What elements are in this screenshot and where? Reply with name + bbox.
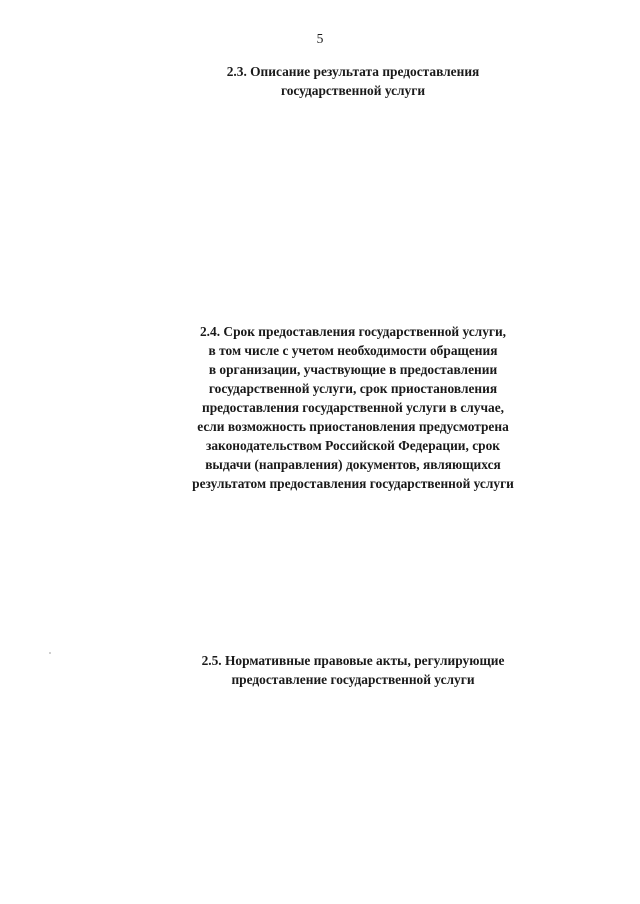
- paragraph-line: [96, 183, 610, 202]
- paragraph-line: [96, 714, 610, 733]
- heading-line: государственной услуги: [280, 83, 426, 98]
- section-2-4-body: [96, 493, 610, 643]
- paragraph-line: [96, 276, 610, 295]
- heading-line: законодательством Российской Федерации, срок: [205, 438, 500, 453]
- page-number: 5: [316, 31, 324, 46]
- paragraph-line: [96, 127, 610, 146]
- paragraph-line: [96, 624, 610, 643]
- heading-line: предоставления государственной услуги в случае,: [201, 400, 505, 415]
- section-2-4-heading: [96, 322, 610, 493]
- paragraph-line: [96, 145, 610, 164]
- paragraph-line: [96, 258, 610, 277]
- paragraph-line: [96, 530, 610, 549]
- paragraph-line: [96, 751, 610, 770]
- heading-line: 2.3. Описание результата предоставления: [226, 64, 480, 79]
- paragraph-line: [96, 770, 610, 789]
- heading-line: результатом предоставления государственной услуги: [192, 476, 514, 491]
- paragraph-line: [96, 549, 610, 568]
- heading-line: государственной услуги, срок приостановления: [208, 381, 498, 396]
- paragraph-line: [96, 108, 610, 127]
- heading-line: предоставление государственной услуги: [231, 672, 475, 687]
- heading-line: 2.5. Нормативные правовые акты, регулирующие: [201, 653, 505, 668]
- paragraph-line: [96, 605, 610, 624]
- paragraph-line: [96, 512, 610, 531]
- section-2-3-heading: [96, 62, 610, 100]
- paragraph-line: [96, 164, 610, 183]
- paragraph-line: [96, 733, 610, 752]
- heading-line: выдачи (направления) документов, являющихся: [205, 457, 501, 472]
- paragraph-line: [96, 239, 610, 258]
- heading-line: 2.4. Срок предоставления государственной услуги,: [199, 324, 507, 339]
- heading-line: если возможность приостановления предусмотрена: [197, 419, 509, 434]
- paragraph-line: [96, 568, 610, 587]
- paragraph-line: [96, 201, 610, 220]
- paragraph-line: [96, 586, 610, 605]
- paragraph-line: [96, 493, 610, 512]
- heading-line: в том числе с учетом необходимости обращения: [208, 343, 498, 358]
- paragraph-line: [96, 220, 610, 239]
- heading-line: в организации, участвующие в предоставлении: [208, 362, 498, 377]
- section-2-5-heading: [96, 651, 610, 689]
- margin-speck: [49, 652, 51, 654]
- section-2-3-body: [96, 108, 610, 295]
- section-2-5-body: [96, 714, 610, 789]
